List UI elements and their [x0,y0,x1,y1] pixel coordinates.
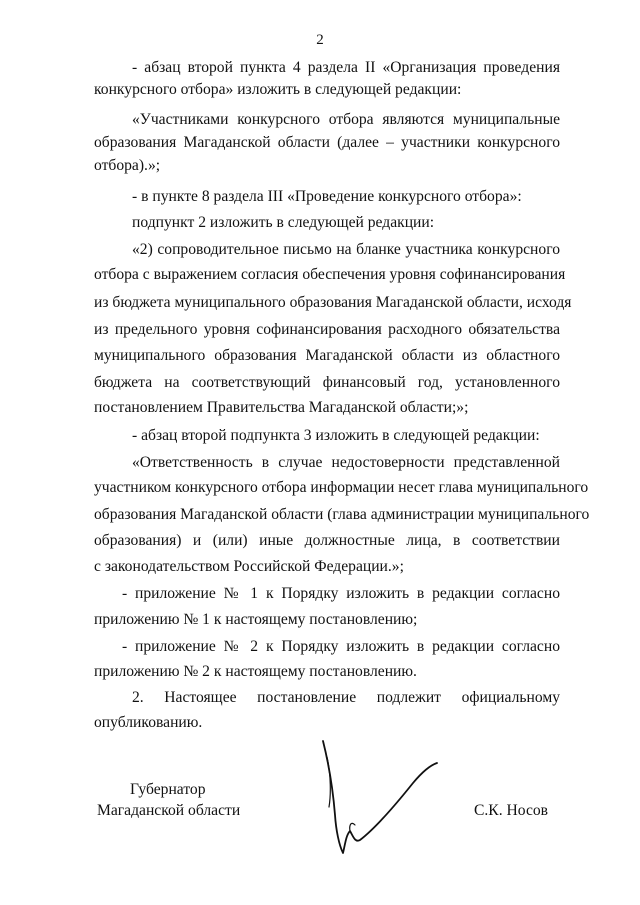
text-line: постановлением Правительства Магаданской области;»; [94,399,469,416]
text-line: - приложение № 1 к Порядку изложить в редакции согласно [122,585,560,602]
text-line: отбора).»; [94,157,161,174]
text-line: приложению № 1 к настоящему постановлению; [94,611,418,628]
text-line: конкурсного отбора» изложить в следующей редакции: [94,81,462,98]
text-line: - абзац второй подпункта 3 изложить в следующей редакции: [132,427,540,444]
text-line: образования) и (или) иные должностные лица, в соответствии [94,532,560,549]
text-line: с законодательством Российской Федерации.»; [94,558,404,575]
text-line: «Ответственность в случае недостоверности представленной [132,454,560,471]
text-line: из бюджета муниципального образования Магаданской области, исходя [94,294,572,311]
signatory-title: Губернатор [130,781,206,798]
signatory-name: С.К. Носов [474,802,549,819]
text-line: - в пункте 8 раздела III «Проведение конкурсного отбора»: [132,188,522,205]
text-line: муниципального образования Магаданской области из областного [94,347,560,364]
text-line: «2) сопроводительное письмо на бланке участника конкурсного [132,241,560,258]
text-line: образования Магаданской области (далее – участники конкурсного [94,134,560,151]
text-line: участником конкурсного отбора информации несет глава муниципального [94,479,589,496]
page-number: 2 [316,32,324,48]
text-line: 2. Настоящее постановление подлежит официальному [132,689,560,706]
text-line: образования Магаданской области (глава администрации муниципального [94,506,590,523]
text-line: опубликованию. [94,714,203,731]
signatory-region: Магаданской области [97,802,241,819]
text-line: бюджета на соответствующий финансовый год, установленного [94,374,560,391]
handwritten-signature-icon [305,735,455,860]
text-line: подпункт 2 изложить в следующей редакции: [132,214,435,231]
text-line: из предельного уровня софинансирования расходного обязательства [94,321,560,338]
text-line: - абзац второй пункта 4 раздела II «Организация проведения [132,59,560,76]
text-line: «Участниками конкурсного отбора являются муниципальные [132,111,560,128]
text-line: - приложение № 2 к Порядку изложить в редакции согласно [122,638,560,655]
text-line: отбора с выражением согласия обеспечения уровня софинансирования [94,266,566,283]
text-line: приложению № 2 к настоящему постановлению. [94,663,417,680]
